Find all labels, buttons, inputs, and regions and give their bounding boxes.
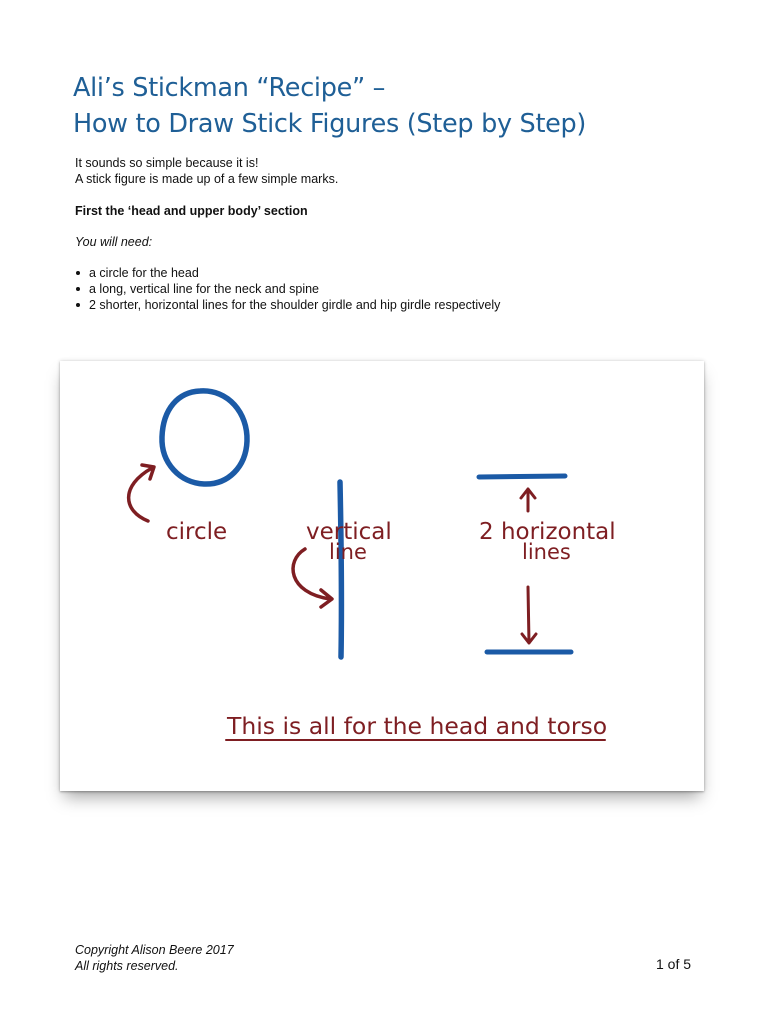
down-arrow bbox=[522, 587, 536, 643]
list-item: 2 shorter, horizontal lines for the shoulder girdle and hip girdle respectively bbox=[75, 297, 500, 313]
up-arrow bbox=[521, 489, 535, 511]
need-label: You will need: bbox=[75, 235, 153, 249]
list-item: a long, vertical line for the neck and spine bbox=[75, 281, 500, 297]
circle-arrow bbox=[129, 468, 152, 521]
head-circle-stroke bbox=[162, 391, 247, 484]
intro-line-1: It sounds so simple because it is! bbox=[75, 156, 259, 170]
label-circle: circle bbox=[166, 519, 228, 545]
vertical-spine-stroke bbox=[340, 482, 341, 657]
need-list bbox=[75, 265, 500, 313]
rights-text: All rights reserved. bbox=[75, 959, 179, 973]
intro-text bbox=[75, 155, 338, 187]
illustration-drawing bbox=[60, 361, 704, 791]
copyright-text: Copyright Alison Beere 2017 bbox=[75, 943, 234, 957]
shoulder-line-stroke bbox=[479, 476, 565, 477]
intro-line-2: A stick figure is made up of a few simple marks. bbox=[75, 172, 339, 186]
label-horizontal-2: lines bbox=[522, 540, 571, 564]
page-number: 1 of 5 bbox=[656, 956, 692, 972]
list-item: a circle for the head bbox=[75, 265, 500, 281]
label-horizontal-1: 2 horizontal bbox=[479, 519, 616, 545]
illustration-caption: This is all for the head and torso bbox=[227, 712, 608, 740]
title-line-1: Ali’s Stickman “Recipe” – bbox=[73, 73, 386, 103]
footer-copyright bbox=[75, 942, 234, 974]
illustration-card bbox=[60, 361, 704, 791]
label-vertical-2: line bbox=[329, 540, 367, 564]
label-vertical-1: vertical bbox=[306, 519, 392, 545]
section-heading: First the ‘head and upper body’ section bbox=[75, 204, 308, 218]
title-line-2: How to Draw Stick Figures (Step by Step) bbox=[73, 109, 587, 139]
document-title bbox=[73, 70, 586, 142]
